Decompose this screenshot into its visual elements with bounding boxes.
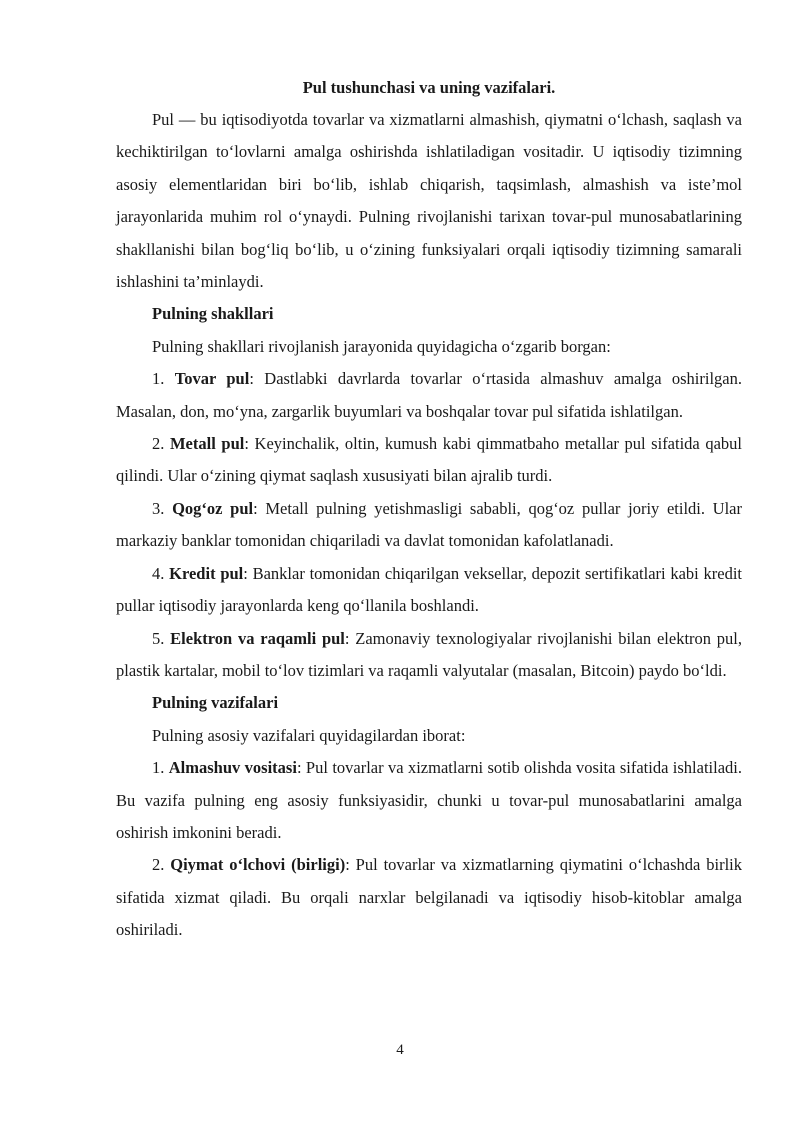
forms-heading: Pulning shakllari: [152, 304, 274, 324]
list-item: 2. Metall pul: Keyinchalik, oltin, kumush kabi qimmatbaho metallar pul sifatida qabul qilindi. Ular o‘zining qiymat saqlash xususiyati bilan ajralib turdi.: [116, 434, 743, 486]
page-title: Pul tushunchasi va uning vazifalari.: [302, 78, 556, 97]
list-item: 2. Qiymat o‘lchovi (birligi): Pul tovarlar va xizmatlarning qiymatini o‘lchashda birlik sifatida xizmat qiladi. Bu orqali narxlar belgilanadi va iqtisodiy hisob-kitoblar amalga oshiriladi.: [116, 855, 742, 940]
page-number: 4: [396, 1042, 404, 1058]
list-item: 3. Qog‘oz pul: Metall pulning yetishmasligi sababli, qog‘oz pullar joriy etildi. Ular markaziy banklar tomonidan chiqariladi va davlat tomonidan kafolatlanadi.: [116, 498, 742, 551]
document-page: [116, 72, 742, 947]
intro-paragraph: Pul — bu iqtisodiyotda tovarlar va xizmatlarni almashish, qiymatni o‘lchash, saqlash va kechiktirilgan to‘lovlarni amalga oshirishda ishlatiladigan vositadir. U iqtisodiy tizimning asosiy elementlaridan biri bo‘lib, ishlab chiqarish, taqsimlash, almashish va iste’mol jarayonlarida muhim rol o‘ynaydi. Pulning rivojlanishi tarixan tovar-pul munosabatlarining shakllanishi bilan bog‘liq bo‘lib, u o‘zining funksiyalari orqali iqtisodiy tizimning samarali ishlashini ta’minlaydi.: [116, 110, 742, 292]
list-item: 1. Tovar pul: Dastlabki davrlarda tovarlar o‘rtasida almashuv amalga oshirilgan. Masalan, don, mo‘yna, zargarlik buyumlari va boshqalar tovar pul sifatida ishlatilgan.: [116, 369, 743, 421]
functions-heading: Pulning vazifalari: [152, 693, 279, 713]
list-item: 5. Elektron va raqamli pul: Zamonaviy texnologiyalar rivojlanishi bilan elektron pul, plastik kartalar, mobil to‘lov tizimlari va raqamli valyutalar (masalan, Bitcoin) paydo bo‘ldi.: [116, 628, 743, 680]
forms-lead: Pulning shakllari rivojlanish jarayonida quyidagicha o‘zgarib borgan:: [152, 336, 611, 356]
functions-lead: Pulning asosiy vazifalari quyidagilardan iborat:: [152, 725, 466, 745]
list-item: 1. Almashuv vositasi: Pul tovarlar va xizmatlarni sotib olishda vosita sifatida ishlatiladi. Bu vazifa pulning eng asosiy funksiyasidir, chunki u tovar-pul munosabatlarini amalga oshirish imkonini beradi.: [116, 758, 742, 842]
list-item: 4. Kredit pul: Banklar tomonidan chiqarilgan veksellar, depozit sertifikatlari kabi kredit pullar iqtisodiy jarayonlarda keng qo‘llanila boshlandi.: [116, 563, 742, 616]
